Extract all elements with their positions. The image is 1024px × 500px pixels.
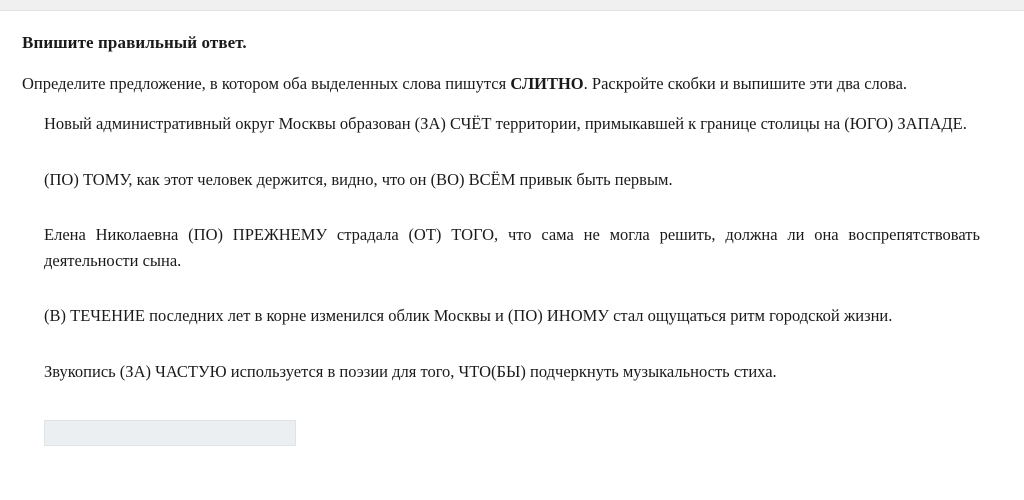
instruction-text-before: Определите предложение, в котором оба выделенных слова пишутся	[22, 74, 511, 93]
list-item[interactable]: (ПО) ТОМУ, как этот человек держится, видно, что он (ВО) ВСЁМ привык быть первым.	[44, 169, 673, 189]
instruction-emphasis: СЛИТНО	[510, 74, 584, 93]
instruction-text-after: . Раскройте скобки и выпишите эти два слова.	[583, 74, 908, 93]
option-list	[22, 111, 1002, 384]
top-bar	[0, 0, 1024, 11]
task-page	[0, 33, 1024, 446]
list-item[interactable]: Звукопись (ЗА) ЧАСТУЮ используется в поэзии для того, ЧТО(БЫ) подчеркнуть музыкальность стиха.	[44, 361, 777, 381]
answer-field[interactable]	[45, 421, 295, 445]
answer-input[interactable]	[44, 420, 296, 446]
task-instruction	[22, 73, 1002, 94]
page-title: Впишите правильный ответ.	[22, 33, 247, 52]
list-item[interactable]: Новый административный округ Москвы образован (ЗА) СЧЁТ территории, примыкавшей к границе столицы на (ЮГО) ЗАПАДЕ.	[44, 113, 967, 133]
list-item[interactable]: (В) ТЕЧЕНИЕ последних лет в корне изменился облик Москвы и (ПО) ИНОМУ стал ощущаться ритм городской жизни.	[44, 306, 893, 326]
list-item[interactable]: Елена Николаевна (ПО) ПРЕЖНЕМУ страдала (ОТ) ТОГО, что сама не могла решить, должна ли она воспрепятствовать деятельности сына.	[44, 225, 980, 270]
